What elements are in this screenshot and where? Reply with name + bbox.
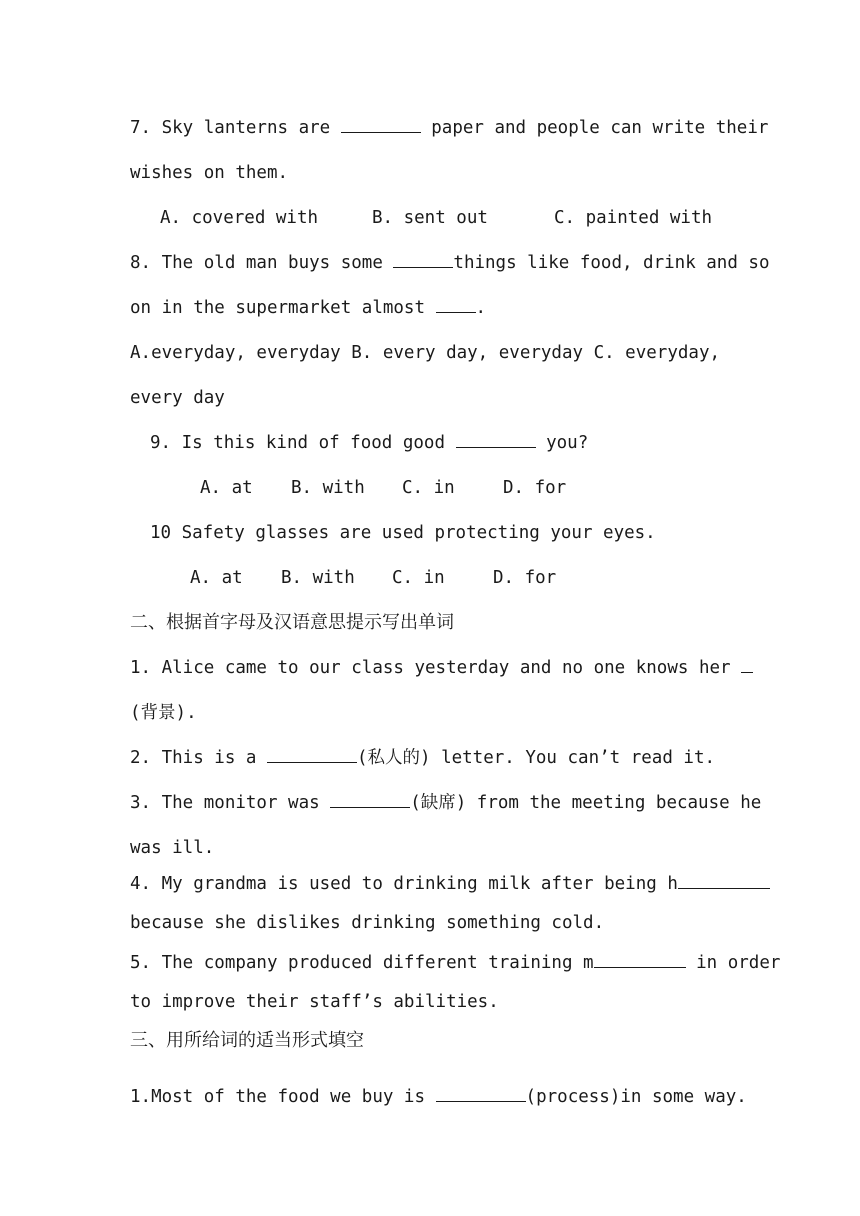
q7-option-b: B. sent out (372, 208, 488, 228)
q9-blank (456, 431, 536, 448)
s2-item-4-line-2: because she dislikes drinking something cold. (130, 913, 605, 933)
q9-stem: 9. Is this kind of food good you? (150, 433, 589, 453)
s2-item-1-line-2: (背景). (130, 703, 197, 723)
section-3-title: 三、用所给词的适当形式填空 (130, 1030, 364, 1051)
q7-line-1: 7. Sky lanterns are paper and people can write their (130, 118, 769, 138)
s2-item-2: 2. This is a (私人的) letter. You can’t read it. (130, 748, 716, 768)
q9-option-c: C. in (402, 478, 455, 498)
q8-options-line-2: every day (130, 388, 225, 408)
q9-option-d: D. for (503, 478, 567, 498)
s2-item-1-line-1: 1. Alice came to our class yesterday and no one knows her (130, 656, 730, 680)
q10-option-c: C. in (392, 568, 445, 588)
s2-item-3-blank (330, 791, 410, 808)
s3-item-1-blank (436, 1085, 526, 1102)
q7-blank (341, 116, 421, 133)
q8-blank-1 (393, 251, 453, 268)
s2-item-3-line-1: 3. The monitor was (缺席) from the meeting because he (130, 793, 762, 813)
q9-option-b: B. with (291, 478, 365, 498)
s2-item-5-line-1: 5. The company produced different training m in order (130, 953, 781, 973)
q10-option-d: D. for (493, 568, 557, 588)
section-2-title: 二、根据首字母及汉语意思提示写出单词 (130, 612, 454, 633)
q10-option-b: B. with (281, 568, 355, 588)
q7-option-c: C. painted with (554, 208, 713, 228)
q7-line-2: wishes on them. (130, 163, 289, 183)
s3-item-1: 1.Most of the food we buy is (process)in some way. (130, 1087, 747, 1107)
s2-item-4-line-1: 4. My grandma is used to drinking milk after being h (130, 872, 730, 896)
s2-item-1-blank (741, 656, 753, 673)
q9-option-a: A. at (200, 478, 253, 498)
s2-item-4-blank (678, 872, 770, 889)
q10-stem: 10 Safety glasses are used protecting your eyes. (150, 523, 656, 543)
q8-options-line: A.everyday, everyday B. every day, everyday C. everyday, (130, 343, 721, 363)
q7-option-a: A. covered with (160, 208, 319, 228)
q8-line-2: on in the supermarket almost . (130, 298, 487, 318)
q8-line-1: 8. The old man buys some things like food, drink and so (130, 253, 770, 273)
s2-item-3-line-2: was ill. (130, 838, 215, 858)
q10-option-a: A. at (190, 568, 243, 588)
s2-item-2-blank (267, 746, 357, 763)
q8-blank-2 (436, 296, 476, 313)
s2-item-5-blank (594, 951, 686, 968)
s2-item-5-line-2: to improve their staff’s abilities. (130, 992, 499, 1012)
